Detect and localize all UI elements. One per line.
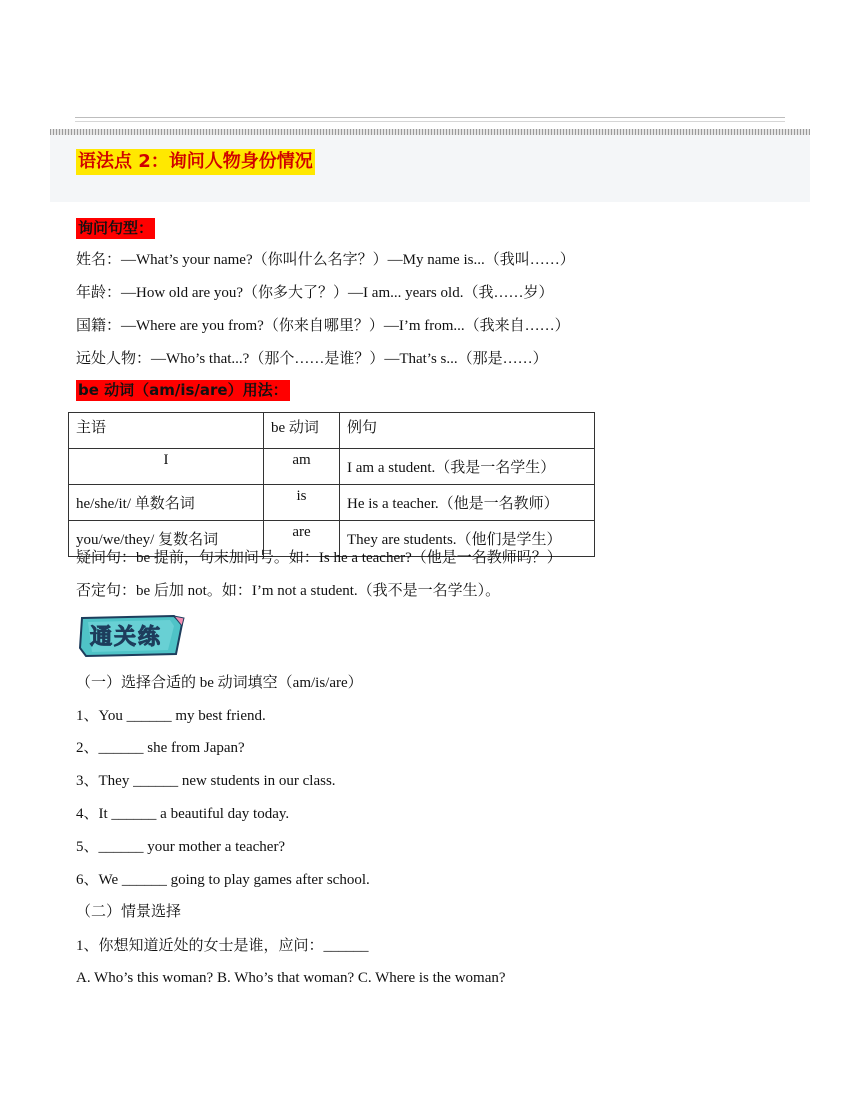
table-cell-example: They are students.（他们是学生） <box>340 521 595 557</box>
exercise2-question: 1、你想知道近处的女士是谁，应问：______ <box>76 938 369 954</box>
section-title: 语法点 2：询问人物身份情况 <box>76 149 315 175</box>
exercise2-options: A. Who’s this woman? B. Who’s that woman? C. Where is the woman? <box>76 970 506 986</box>
exercise1-item: 6、We ______ going to play games after school. <box>76 872 370 888</box>
exercise1-item: 4、It ______ a beautiful day today. <box>76 806 290 822</box>
table-cell-subject: he/she/it/ 单数名词 <box>69 485 264 521</box>
table-cell-subject: I <box>69 449 264 485</box>
pattern-distant-person: 远处人物：—Who’s that...?（那个……是谁？）—That’s s...（那是……） <box>76 351 548 367</box>
header-rule <box>75 117 785 118</box>
table-cell-be-verb: am <box>264 449 340 485</box>
exercise1-title: （一）选择合适的 be 动词填空（am/is/are） <box>76 675 363 691</box>
exercise1-item: 2、______ she from Japan? <box>76 740 245 756</box>
table-row <box>69 485 595 521</box>
table-row <box>69 449 595 485</box>
be-verb-label: be 动词（am/is/are）用法： <box>78 381 288 399</box>
practice-logo <box>78 614 186 658</box>
exercise1-item: 1、You ______ my best friend. <box>76 708 266 724</box>
header-rule-secondary <box>75 121 785 122</box>
table-header-example: 例句 <box>340 413 595 449</box>
table-header-subject: 主语 <box>69 413 264 449</box>
table-cell-example: I am a student.（我是一名学生） <box>340 449 595 485</box>
exercise2-title: （二）情景选择 <box>76 904 182 920</box>
table-cell-be-verb: is <box>264 485 340 521</box>
pattern-age: 年龄：—How old are you?（你多大了？）—I am... years old.（我……岁） <box>76 285 554 301</box>
table-cell-be-verb: are <box>264 521 340 557</box>
patterns-label: 询问句型： <box>78 219 154 237</box>
table-header-be-verb: be 动词 <box>264 413 340 449</box>
pattern-name: 姓名：—What’s your name?（你叫什么名字？）—My name is...（我叫……） <box>76 252 575 268</box>
be-verb-table <box>68 412 595 557</box>
exercise1-item: 3、They ______ new students in our class. <box>76 773 336 789</box>
pattern-nationality: 国籍：—Where are you from?（你来自哪里？）—I’m from...（我来自……） <box>76 318 570 334</box>
question-rule: 疑问句：be 提前，句末加问号。如：Is he a teacher?（他是一名教师吗？） <box>76 550 562 566</box>
table-cell-example: He is a teacher.（他是一名教师） <box>340 485 595 521</box>
exercise1-item: 5、______ your mother a teacher? <box>76 839 286 855</box>
negation-rule: 否定句：be 后加 not。如：I’m not a student.（我不是一名学生）。 <box>76 583 501 599</box>
table-cell-subject: you/we/they/ 复数名词 <box>69 521 264 557</box>
practice-logo-text: 通关练 <box>90 625 163 650</box>
table-header-row <box>69 413 595 449</box>
